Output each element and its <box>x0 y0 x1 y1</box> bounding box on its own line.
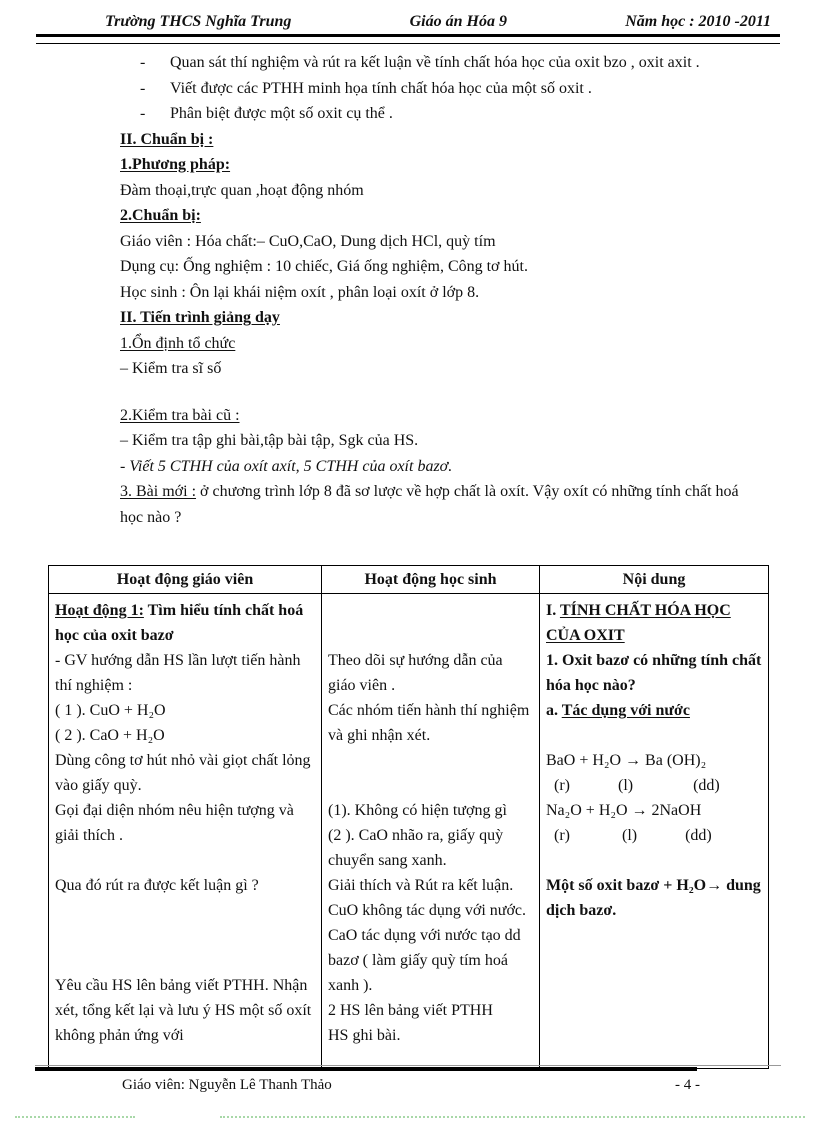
activity-heading-rest: Tìm hiểu tính chất hoá học của oxit bazơ <box>55 602 304 644</box>
header-subject: Giáo án Hóa 9 <box>409 13 507 30</box>
content-subheading-a-lead: a. <box>546 702 562 719</box>
spacer <box>55 923 315 948</box>
footer-page-number: - 4 - <box>675 1077 700 1093</box>
teacher-line: Yêu cầu HS lên bảng viết PTHH. Nhận xét, tổng kết lại và lưu ý HS một số oxít không phản ứng với <box>55 977 312 1044</box>
tools-line: Dụng cụ: Ống nghiệm : 10 chiếc, Giá ống nghiệm, Công tơ hút. <box>120 258 528 275</box>
step2-line: – Kiểm tra tập ghi bài,tập bài tập, Sgk của HS. <box>120 432 419 449</box>
heading-step1 <box>120 331 746 357</box>
content-question: 1. Oxit bazơ có những tính chất hóa học nào? <box>546 652 762 694</box>
spacer <box>55 898 315 923</box>
objective-item <box>140 76 746 102</box>
teacher-line: Dùng công tơ hút nhỏ vài giọt chất lỏng vào giấy quỳ. <box>55 752 311 794</box>
table-body-row <box>49 594 769 1069</box>
objective-item <box>140 50 746 76</box>
bullet-marker: - <box>140 54 146 71</box>
teacher-materials-line: Giáo viên : Hóa chất:– CuO,CaO, Dung dịch HCl, quỳ tím <box>120 232 496 250</box>
teacher-activity-cell <box>49 594 322 1069</box>
objective-text: Viết được các PTHH minh họa tính chất hóa học của một số oxit . <box>170 79 592 97</box>
content-heading-1-text: TÍNH CHẤT HÓA HỌC CỦA OXIT <box>546 602 731 644</box>
step1-text: – Kiểm tra sĩ số <box>120 360 222 377</box>
teacher-line: - GV hướng dẫn HS lần lượt tiến hành thí nghiệm : <box>55 652 301 694</box>
footer-rule <box>35 1067 697 1071</box>
spacer <box>328 773 533 798</box>
footer-dotted-line-left <box>15 1116 135 1118</box>
spacer <box>120 382 746 403</box>
method-text: Đàm thoại,trực quan ,hoạt động nhóm <box>120 181 364 199</box>
content-summary: Một số oxit bazơ + H₂O→ dung dịch bazơ. <box>546 877 761 919</box>
page-footer <box>122 1077 700 1094</box>
state-line: (r) (l) (dd) <box>546 777 720 794</box>
table-header-row <box>49 566 769 594</box>
heading-step3-text: 3. Bài mới : <box>120 483 197 500</box>
header-school: Trường THCS Nghĩa Trung <box>105 13 292 30</box>
step3-paragraph <box>120 479 746 530</box>
heading-method-text: 1.Phương pháp: <box>120 156 231 173</box>
content-subheading-a-text: Tác dụng với nước <box>561 702 690 719</box>
heading-prepare-text: 2.Chuẩn bị: <box>120 207 201 224</box>
student-activity-content <box>322 594 539 1068</box>
heading-preparation-text: II. Chuẩn bị : <box>120 130 214 148</box>
content-heading-1-lead: I. <box>546 602 560 619</box>
content-subheading-a <box>546 698 762 723</box>
heading-method <box>120 152 746 178</box>
column-header-student: Hoạt động học sinh <box>322 566 540 594</box>
student-line: HS ghi bài. <box>328 1027 401 1044</box>
spacer <box>328 748 533 773</box>
page-header <box>0 0 816 31</box>
heading-process <box>120 305 746 331</box>
lesson-activity-table <box>48 565 769 1069</box>
equation-line: BaO + H₂O → Ba (OH)₂ <box>546 752 707 769</box>
spacer <box>328 623 533 648</box>
student-line: 2 HS lên bảng viết PTHH <box>328 1002 493 1019</box>
objective-text: Phân biệt được một số oxit cụ thể . <box>170 105 393 122</box>
header-rule <box>36 34 780 44</box>
footer-teacher-name: Giáo viên: Nguyễn Lê Thanh Thảo <box>122 1077 332 1093</box>
student-line: Giải thích và Rút ra kết luận. CuO không tác dụng với nước. CaO tác dụng với nước tạo dd bazơ ( làm giấy quỳ tím hoá xanh ). <box>328 877 527 994</box>
student-line: (1). Không có hiện tượng gì <box>328 802 507 819</box>
activity-heading-lead: Hoạt động 1: <box>55 602 144 619</box>
student-line: (2 ). CaO nhão ra, giấy quỳ chuyển sang xanh. <box>328 827 504 869</box>
spacer <box>328 598 533 623</box>
heading-prepare <box>120 203 746 229</box>
objective-item <box>140 101 746 127</box>
heading-step2-text: 2.Kiểm tra bài cũ : <box>120 406 240 424</box>
body-content <box>120 50 746 530</box>
teacher-activity-content <box>49 594 321 1068</box>
heading-step1-text: 1.Ổn định tổ chức <box>120 334 236 352</box>
bullet-marker: - <box>140 79 146 97</box>
spacer <box>55 948 315 973</box>
footer-rule-thin <box>35 1065 781 1066</box>
content-heading-1 <box>546 598 762 648</box>
column-header-content: Nội dung <box>540 566 769 594</box>
student-activity-cell <box>322 594 540 1069</box>
equation-line: ( 1 ). CuO + H₂O <box>55 702 166 719</box>
heading-process-text: II. Tiến trình giảng dạy <box>120 309 280 326</box>
spacer <box>546 848 762 873</box>
objective-text: Quan sát thí nghiệm và rút ra kết luận về tính chất hóa học của oxit bzo , oxit axit . <box>170 54 700 71</box>
student-line: Học sinh : Ôn lại khái niệm oxít , phân loại oxít ở lớp 8. <box>120 283 480 301</box>
bullet-marker: - <box>140 105 146 122</box>
footer-dotted-line-right <box>220 1116 805 1118</box>
content-cell <box>540 594 769 1069</box>
teacher-line: Qua đó rút ra được kết luận gì ? <box>55 877 259 894</box>
step2-line-italic: - Viết 5 CTHH của oxít axít, 5 CTHH của oxít bazơ. <box>120 457 453 475</box>
activity-heading <box>55 598 315 648</box>
heading-step2 <box>120 403 746 429</box>
teacher-line: Gọi đại diện nhóm nêu hiện tượng và giải thích . <box>55 802 294 844</box>
student-line: Theo dõi sự hướng dẫn của giáo viên . <box>328 652 503 694</box>
column-header-teacher: Hoạt động giáo viên <box>49 566 322 594</box>
heading-preparation <box>120 127 746 153</box>
header-year: Năm học : 2010 -2011 <box>625 13 771 30</box>
equation-line: Na₂O + H₂O → 2NaOH <box>546 802 702 819</box>
state-line: (r) (l) (dd) <box>546 827 712 844</box>
spacer <box>55 848 315 873</box>
equation-line: ( 2 ). CaO + H₂O <box>55 727 165 744</box>
student-line: Các nhóm tiến hành thí nghiệm và ghi nhận xét. <box>328 702 530 744</box>
step3-text: ở chương trình lớp 8 đã sơ lược về hợp chất là oxít. Vậy oxít có những tính chất hoá học nào ? <box>120 483 739 526</box>
spacer <box>546 723 762 748</box>
content-column <box>540 594 768 1068</box>
